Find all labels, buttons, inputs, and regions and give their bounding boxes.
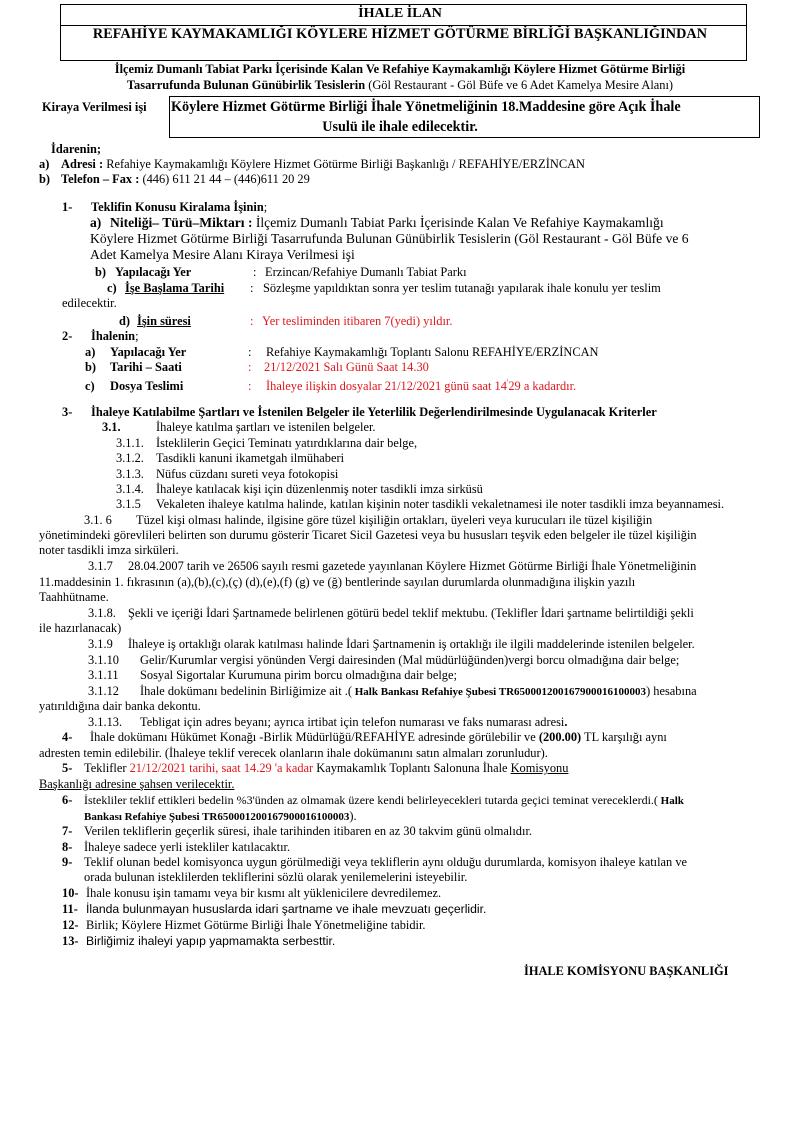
- s2-b-value: 21/12/2021 Salı Günü Saat 14.30: [264, 360, 429, 374]
- s1-b-mark: b): [95, 265, 107, 279]
- s3-item-3-1-5-num: 3.1.5: [116, 497, 141, 511]
- s1-d-colon: :: [250, 314, 254, 328]
- s1-heading-tail: ;: [263, 200, 268, 214]
- s9-text1: Teklif olunan bedel komisyonca uygun görülmediği veya tekliflerin aynı olduğu durumlarda, komisyon ihaleye katılan ve: [84, 855, 688, 869]
- s12-text: Birlik; Köylere Hizmet Götürme Birliği İhale Yönetmeliğine tabidir.: [86, 918, 426, 932]
- s7-num: 7-: [62, 824, 73, 838]
- s2-c-label: Dosya Teslimi: [110, 379, 184, 394]
- s3-item-3-1-4: [116, 482, 483, 497]
- s3-item-3-1-9-text: İhaleye iş ortaklığı olarak katılması halinde İdari Şartnamenin iş ortaklığı ile ilgili maddelerinde istenilen belgeler.: [128, 637, 695, 651]
- s3-item-3-1-9-num: 3.1.9: [88, 637, 113, 651]
- s1-c-value: Sözleşme yapıldıktan sonra yer teslim tutanağı yapılarak ihale konulu yer teslim: [263, 281, 661, 295]
- s3-item-3-1-10-num: 3.1.10: [88, 653, 119, 667]
- s2-c-value: [266, 379, 576, 393]
- s2-c-colon: :: [248, 379, 252, 394]
- s4-text-a: İhale dokümanı Hükümet Konağı -Birlik Müdürlüğü/REFAHİYE adresinde görülebilir ve: [90, 730, 539, 744]
- idare-address-label: Adresi :: [61, 157, 104, 171]
- s6-bank-a: Halk: [657, 795, 684, 807]
- s3-item-3-1-5: [116, 497, 724, 512]
- s1-d-value: Yer tesliminden itibaren 7(yedi) yıldır.: [262, 314, 453, 328]
- intro-line-2-rest: (Göl Restaurant - Göl Büfe ve 6 Adet Kamelya Mesire Alanı): [365, 78, 674, 92]
- s3-item-3-1-10: [88, 653, 679, 668]
- s2-c-value-end: 29 a kadardır.: [508, 379, 577, 394]
- s10-line: [62, 886, 441, 901]
- s4-line1: [62, 730, 667, 745]
- s5-num: 5-: [62, 761, 73, 775]
- s11-num: 11-: [62, 902, 78, 916]
- idare-phone-value: (446) 611 21 44 – (446)611 20 29: [139, 172, 310, 186]
- s3-item-3-1-3-num: 3.1.3.: [116, 467, 144, 481]
- s2-b-row: [85, 360, 429, 375]
- s9-num: 9-: [62, 855, 73, 869]
- s3-item-3-1-8-text1: Şekli ve içeriği İdari Şartnamede belirlenen götürü bedel teklif mektubu. (Teklifler İdari şartname belirtildiği şekli: [128, 606, 694, 620]
- s1-b-row: [95, 265, 467, 280]
- s1-b-label: Yapılacağı Yer: [115, 265, 192, 279]
- notice-title: İHALE İLAN: [358, 6, 442, 21]
- s3-item-3-1-2: [116, 451, 344, 466]
- s1-heading-text: Teklifin Konusu Kiralama İşinin: [91, 200, 264, 214]
- s1-heading: [91, 200, 267, 215]
- s1-a-line2: Köylere Hizmet Götürme Birliği Tasarrufunda Bulunan Günübirlik Tesislerin (Göl Restaurant - Göl Büfe ve 6: [90, 231, 689, 246]
- s3-item-3-1: [102, 420, 376, 435]
- s8-text: İhaleye sadece yerli istekliler katılacaktır.: [84, 840, 291, 854]
- s7-line: [62, 824, 532, 839]
- s3-item-3-1-11-text: Sosyal Sigortalar Kurumuna pirim borcu olmadığına dair belge;: [140, 668, 457, 682]
- s6-num: 6-: [62, 793, 73, 807]
- s1-num: 1-: [62, 200, 73, 214]
- s3-item-3-1-5-text: Vekaleten ihaleye katılma halinde, katılan kişinin noter tasdikli vekaletnamesi ile noter tasdikli imza beyannamesi.: [156, 497, 725, 511]
- s5-line2: Başkanlığı adresine şahsen verilecektir.: [39, 777, 235, 791]
- s3-item-3-1-12-line1: [88, 684, 697, 700]
- s12-line: [62, 918, 426, 933]
- s3-item-3-1-6-line2: yönetimindeki görevlileri belirten son durumu gösterir Ticaret Sicil Gazetesi veya bu hususları teşvik eden belgeler ile tüzel kişiliğin: [39, 528, 697, 542]
- s1-a-line1: [90, 215, 664, 230]
- intro-line-2: [0, 78, 800, 93]
- s3-item-3-1-13: [88, 715, 568, 730]
- s3-item-3-1-6-num: 3.1. 6: [84, 513, 112, 527]
- s2-a-label: Yapılacağı Yer: [110, 345, 187, 359]
- s4-text-b: TL karşılığı aynı: [581, 730, 667, 744]
- s3-item-3-1-1: [116, 436, 417, 451]
- idare-phone: [39, 172, 310, 187]
- intro-line-4: Usulü ile ihale edilecektir.: [322, 119, 478, 135]
- intro-line-3a: Kiraya Verilmesi işi: [42, 100, 147, 114]
- s1-b-value: Erzincan/Refahiye Dumanlı Tabiat Parkı: [265, 265, 467, 279]
- s3-num: 3-: [62, 405, 73, 419]
- s13-text: Birliğimiz ihaleyi yapıp yapmamakta serbesttir.: [86, 934, 336, 948]
- s3-item-3-1-2-num: 3.1.2.: [116, 451, 144, 465]
- s3-item-3-1-12-bank: Halk Bankası Refahiye Şubesi TR650001200167900016100003: [351, 686, 647, 698]
- s3-item-3-1-11-num: 3.1.11: [88, 668, 119, 682]
- s5-line1: [62, 761, 568, 776]
- s13-num: 13-: [62, 934, 79, 948]
- s2-num: 2-: [62, 329, 73, 343]
- s10-text: İhale konusu işin tamamı veya bir kısmı alt yüklenicilere devredilemez.: [86, 886, 442, 900]
- s2-a-row: [85, 345, 598, 360]
- s2-b-mark: b): [85, 360, 97, 374]
- s6-bank-b: Bankası Refahiye Şubesi TR650001200167900016100003: [84, 811, 350, 823]
- s1-c-value2: edilecektir.: [62, 296, 117, 310]
- s6-line2: [84, 809, 357, 825]
- s13-line: [62, 934, 335, 949]
- intro-line-2-bold: Tasarrufunda Bulunan Günübirlik Tesislerin: [126, 78, 366, 92]
- s2-a-value: Refahiye Kaymakamlığı Toplantı Salonu REFAHİYE/ERZİNCAN: [266, 345, 599, 359]
- s1-d-row: [119, 314, 452, 329]
- s9-line2: orada bulunan isteklilerden tekliflerini sözlü olarak yenilemelerini isteyebilir.: [84, 870, 468, 884]
- s1-c-mark: c): [107, 281, 117, 295]
- authority-name: REFAHİYE KAYMAKAMLIĞI KÖYLERE HİZMET GÖTÜRME BİRLİĞİ BAŞKANLIĞINDAN: [92, 26, 708, 42]
- s2-heading: [91, 329, 139, 344]
- s2-c-mark: c): [85, 379, 95, 394]
- s12-num: 12-: [62, 918, 79, 932]
- s4-line2: adresten temin edilebilir. (İhaleye teklif verecek olanların ihale dokümanını satın almaları zorunludur).: [39, 746, 548, 760]
- s5-deadline: 21/12/2021 tarihi, saat 14.29 'a kadar: [129, 761, 314, 775]
- s1-d-label: İşin süresi: [137, 314, 191, 328]
- idare-a-mark: a): [39, 157, 50, 171]
- idare-phone-label: Telefon – Fax :: [61, 172, 140, 186]
- s3-item-3-1-9: [88, 637, 695, 652]
- s3-item-3-1-2-text: Tasdikli kanuni ikametgah ilmühaberi: [156, 451, 345, 465]
- s3-item-3-1-8-line2: ile hazırlanacak): [39, 621, 122, 635]
- s3-item-3-1-13-num: 3.1.13.: [88, 715, 123, 729]
- s8-line: [62, 840, 290, 855]
- s6-text-a: İstekliler teklif ettikleri bedelin %3'ünden az olmamak üzere kendi belirleyecekleri tutarda geçici teminat vereceklerdi.(: [84, 793, 658, 807]
- s3-item-3-1-7-line1: [88, 559, 696, 574]
- s3-item-3-1-13-text: Tebligat için adres beyanı; ayrıca irtibat için telefon numarası ve faks numarası adresi: [140, 715, 565, 729]
- s3-item-3-1-7-text1: 28.04.2007 tarih ve 26506 sayılı resmi gazetede yayınlanan Köylere Hizmet Götürme Birliği İhale Yönetmeliğinin: [128, 559, 697, 573]
- s4-price: (200.00): [538, 730, 582, 744]
- signature-block: İHALE KOMİSYONU BAŞKANLIĞI: [524, 964, 729, 978]
- s3-item-3-1-7-line2: 11.maddesinin 1. fıkrasının (a),(b),(c),(ç) (d),(e),(f) (g) ve (ğ) bentlerinde sayılan durumlarda olunmadığına ilişkin yazılı: [39, 575, 636, 589]
- s3-item-3-1-4-num: 3.1.4.: [116, 482, 144, 496]
- s9-line1: [62, 855, 687, 870]
- idare-address-value: Refahiye Kaymakamlığı Köylere Hizmet Götürme Birliği Başkanlığı / REFAHİYE/ERZİNCAN: [103, 157, 585, 171]
- s2-c-value-sup: ': [506, 378, 509, 387]
- s11-text: İlanda bulunmayan hususlarda idari şartname ve ihale mevzuatı geçerlidir.: [86, 902, 487, 916]
- s2-a-mark: a): [85, 345, 96, 359]
- s3-item-3-1-11: [88, 668, 457, 683]
- s2-heading-tail: ;: [135, 329, 139, 343]
- s3-item-3-1-12-line2: yatırıldığına dair banka dekontu.: [39, 699, 201, 713]
- s3-item-3-1-num: 3.1.: [102, 420, 121, 434]
- s5-text-b: Kaymakamlık Toplantı Salonuna İhale: [313, 761, 511, 775]
- s3-item-3-1-6-line1: [84, 513, 652, 528]
- s5-text-u: Komisyonu: [510, 761, 569, 775]
- intro-line-3b: Köylere Hizmet Götürme Birliği İhale Yönetmeliğinin 18.Maddesine göre Açık İhale: [171, 99, 681, 115]
- s2-a-colon: :: [248, 345, 252, 359]
- s3-item-3-1-10-text: Gelir/Kurumlar vergisi yönünden Vergi dairesinden (Mal müdürlüğünden)vergi borcu olmadığına dair belge;: [140, 653, 680, 667]
- s1-c-label: İşe Başlama Tarihi: [125, 281, 225, 295]
- s6-line1: [62, 793, 684, 809]
- s3-item-3-1-13-dot: .: [564, 715, 568, 729]
- s3-item-3-1-1-num: 3.1.1.: [116, 436, 144, 450]
- intro-line-1: İlçemiz Dumanlı Tabiat Parkı İçerisinde Kalan Ve Refahiye Kaymakamlığı Köylere Hizmet Götürme Birliği: [114, 62, 686, 76]
- s1-b-colon: :: [253, 265, 257, 279]
- s2-b-label: Tarihi – Saati: [110, 360, 182, 374]
- s2-c-row: [85, 375, 576, 394]
- idare-address: [39, 157, 585, 172]
- s1-c-colon: :: [250, 281, 254, 295]
- s11-line: [62, 902, 486, 917]
- s1-a-text1: İlçemiz Dumanlı Tabiat Parkı İçerisinde Kalan Ve Refahiye Kaymakamlığı: [252, 215, 664, 230]
- s3-item-3-1-12-text-a: İhale dokümanı bedelinin Birliğimize ait .(: [140, 684, 352, 698]
- s3-item-3-1-8-line1: [88, 606, 694, 621]
- s5-text-a: Teklifler: [84, 761, 130, 775]
- s3-item-3-1-3-text: Nüfus cüzdanı sureti veya fotokopisi: [156, 467, 339, 481]
- s3-item-3-1-7-num: 3.1.7: [88, 559, 113, 573]
- s1-d-mark: d): [119, 314, 131, 328]
- s3-item-3-1-6-text1: Tüzel kişi olması halinde, ilgisine göre tüzel kişiliğin ortakları, üyeleri veya kurucuları ile tüzel kişiliğin: [136, 513, 653, 527]
- s7-text: Verilen tekliflerin geçerlik süresi, ihale tarihinden itibaren en az 30 takvim günü olmalıdır.: [84, 824, 532, 838]
- s3-item-3-1-12-text-b: ) hesabına: [646, 684, 697, 698]
- s3-item-3-1-3: [116, 467, 338, 482]
- s3-item-3-1-6-line3: noter tasdikli imza sirküleri.: [39, 543, 179, 557]
- s3-item-3-1-text: İhaleye katılma şartları ve istenilen belgeler.: [156, 420, 376, 434]
- s3-item-3-1-7-line3: Taahhütname.: [39, 590, 109, 604]
- s2-heading-text: İhalenin: [91, 329, 136, 343]
- s10-num: 10-: [62, 886, 79, 900]
- s2-c-value-text: İhaleye ilişkin dosyalar 21/12/2021 günü saat 14: [266, 379, 507, 394]
- s1-a-mark: a): [90, 215, 102, 230]
- s4-num: 4-: [62, 730, 73, 744]
- s3-item-3-1-8-num: 3.1.8.: [88, 606, 116, 620]
- s1-a-label: Niteliği– Türü–Miktarı :: [110, 215, 253, 230]
- s3-heading: İhaleye Katılabilme Şartları ve İstenilen Belgeler ile Yeterlilik Değerlendirilmesinde Uygulanacak Kriterler: [91, 405, 657, 419]
- s6-text-end: ).: [349, 809, 357, 823]
- s3-item-3-1-12-num: 3.1.12: [88, 684, 119, 698]
- idare-heading: İdarenin;: [51, 142, 102, 156]
- s8-num: 8-: [62, 840, 73, 854]
- s2-b-colon: :: [248, 360, 252, 374]
- s1-a-line3: Adet Kamelya Mesire Alanı Kiraya Verilmesi işi: [90, 247, 355, 262]
- s3-item-3-1-4-text: İhaleye katılacak kişi için düzenlenmiş noter tasdikli imza sirküsü: [156, 482, 483, 496]
- idare-b-mark: b): [39, 172, 51, 186]
- s3-item-3-1-1-text: İsteklilerin Geçici Teminatı yatırdıklarına dair belge,: [156, 436, 418, 450]
- s1-c-row: [107, 281, 661, 296]
